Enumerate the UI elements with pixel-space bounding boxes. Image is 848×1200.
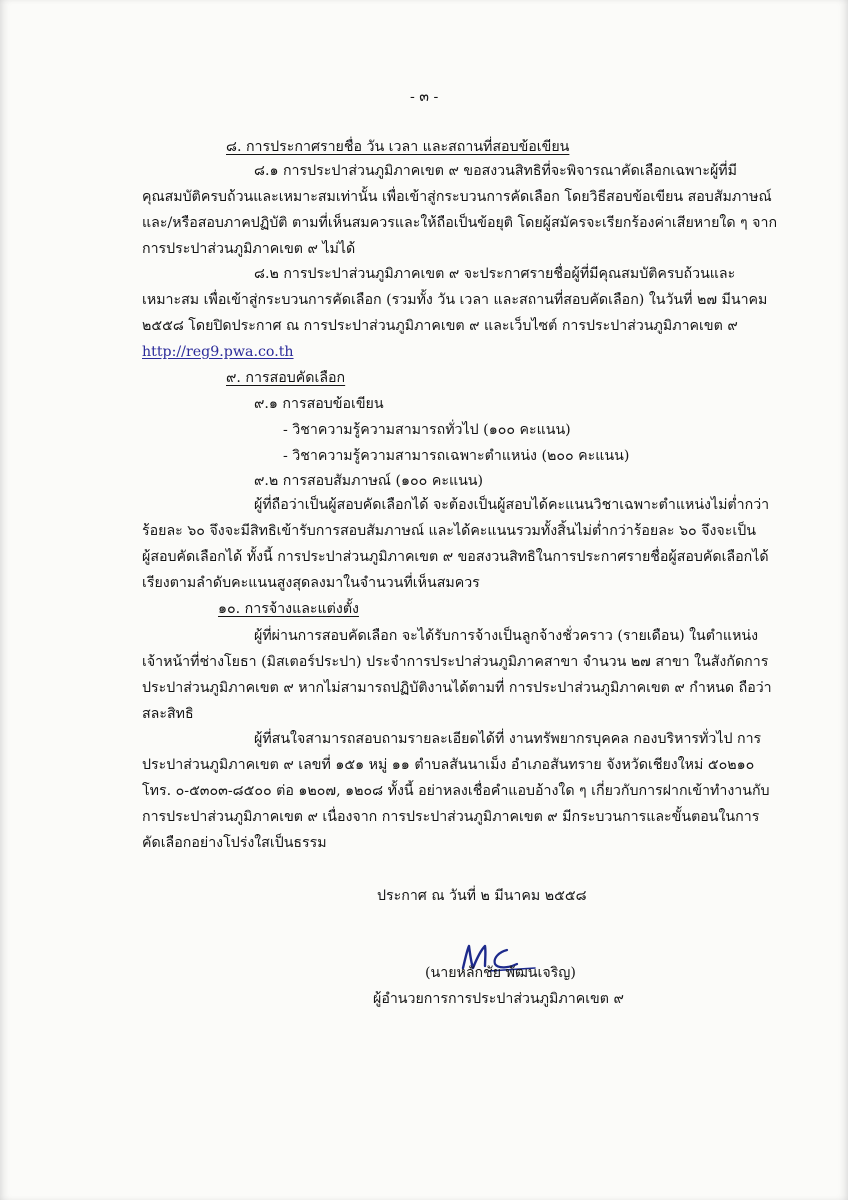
website-link[interactable]: http://reg9.pwa.co.th [142,344,294,360]
para-10-line-4: สละสิทธิ [142,706,194,722]
para-8-2-line-1: ๘.๒ การประปาส่วนภูมิภาคเขต ๙ จะประกาศรายชื่อผู้ที่มีคุณสมบัติครบถ้วนและ [254,266,736,282]
para-8-1-line-4: การประปาส่วนภูมิภาคเขต ๙ ไม่ได้ [142,241,356,257]
contact-line-5: คัดเลือกอย่างโปร่งใสเป็นธรรม [142,835,327,851]
para-9-line-3: ผู้สอบคัดเลือกได้ ทั้งนี้ การประปาส่วนภูมิภาคเขต ๙ ขอสงวนสิทธิในการประกาศรายชื่อผู้สอบคัดเลือกได้ [142,549,769,565]
para-10-line-1: ผู้ที่ผ่านการสอบคัดเลือก จะได้รับการจ้างเป็นลูกจ้างชั่วคราว (รายเดือน) ในตำแหน่ง [254,628,759,644]
page-number: - ๓ - [410,89,439,105]
section-10-heading: ๑๐. การจ้างและแต่งตั้ง [218,601,359,617]
para-10-line-2: เจ้าหน้าที่ช่างโยธา (มิสเตอร์ประปา) ประจำการประปาส่วนภูมิภาคสาขา จำนวน ๒๗ สาขา ในสังกัดการ [142,654,769,670]
para-10-line-3: ประปาส่วนภูมิภาคเขต ๙ หากไม่สามารถปฏิบัติงานได้ตามที่ การประปาส่วนภูมิภาคเขต ๙ กำหนด ถือว่า [142,680,772,696]
exam-item-general: - วิชาความรู้ความสามารถทั่วไป (๑๐๐ คะแนน) [283,422,571,438]
signer-name: (นายหลักชัย พัฒนเจริญ) [425,965,576,981]
contact-line-4: การประปาส่วนภูมิภาคเขต ๙ เนื่องจาก การประปาส่วนภูมิภาคเขต ๙ มีกระบวนการและขั้นตอนในการ [142,809,760,825]
para-8-2-line-2: เหมาะสม เพื่อเข้าสู่กระบวนการคัดเลือก (รวมทั้ง วัน เวลา และสถานที่สอบคัดเลือก) ในวันที่ ๒๗ มีนาคม [142,292,768,308]
para-9-line-1: ผู้ที่ถือว่าเป็นผู้สอบคัดเลือกได้ จะต้องเป็นผู้สอบได้คะแนนวิชาเฉพาะตำแหน่งไม่ต่ำกว่า [254,497,770,513]
interview-exam-label: ๙.๒ การสอบสัมภาษณ์ (๑๐๐ คะแนน) [254,473,484,489]
section-9-heading: ๙. การสอบคัดเลือก [226,370,346,386]
para-8-2-line-3: ๒๕๕๘ โดยปิดประกาศ ณ การประปาส่วนภูมิภาคเขต ๙ และเว็บไซต์ การประปาส่วนภูมิภาคเขต ๙ [142,318,738,334]
contact-line-1: ผู้ที่สนใจสามารถสอบถามรายละเอียดได้ที่ งานทรัพยากรบุคคล กองบริหารทั่วไป การ [254,731,762,747]
announce-date: ประกาศ ณ วันที่ ๒ มีนาคม ๒๕๕๘ [377,888,587,904]
para-8-1-line-1: ๘.๑ การประปาส่วนภูมิภาคเขต ๙ ขอสงวนสิทธิที่จะพิจารณาคัดเลือกเฉพาะผู้ที่มี [254,163,738,179]
exam-item-specific: - วิชาความรู้ความสามารถเฉพาะตำแหน่ง (๒๐๐ คะแนน) [283,448,630,464]
written-exam-label: ๙.๑ การสอบข้อเขียน [254,396,384,412]
contact-line-2: ประปาส่วนภูมิภาคเขต ๙ เลขที่ ๑๕๑ หมู่ ๑๑ ตำบลสันนาเม็ง อำเภอสันทราย จังหวัดเชียงใหม่ ๕๐๒๑๐ [142,757,755,773]
signer-title: ผู้อำนวยการการประปาส่วนภูมิภาคเขต ๙ [373,991,624,1007]
section-8-heading: ๘. การประกาศรายชื่อ วัน เวลา และสถานที่สอบข้อเขียน [226,139,570,155]
para-9-line-2: ร้อยละ ๖๐ จึงจะมีสิทธิเข้ารับการสอบสัมภาษณ์ และได้คะแนนรวมทั้งสิ้นไม่ต่ำกว่าร้อยละ ๖๐ จึงจะเป็น [142,523,756,539]
para-8-1-line-2: คุณสมบัติครบถ้วนและเหมาะสมเท่านั้น เพื่อเข้าสู่กระบวนการคัดเลือก โดยวิธีสอบข้อเขียน สอบสัมภาษณ์ [142,189,772,205]
para-9-line-4: เรียงตามลำดับคะแนนสูงสุดลงมาในจำนวนที่เห็นสมควร [142,575,480,591]
contact-line-3: โทร. ๐-๕๓๐๓-๘๕๐๐ ต่อ ๑๒๐๗, ๑๒๐๘ ทั้งนี้ อย่าหลงเชื่อคำแอบอ้างใด ๆ เกี่ยวกับการฝากเข้าทำงานกับ [142,783,770,799]
para-8-1-line-3: และ/หรือสอบภาคปฏิบัติ ตามที่เห็นสมควรและให้ถือเป็นข้อยุติ โดยผู้สมัครจะเรียกร้องค่าเสียหายใด ๆ จาก [142,215,778,231]
